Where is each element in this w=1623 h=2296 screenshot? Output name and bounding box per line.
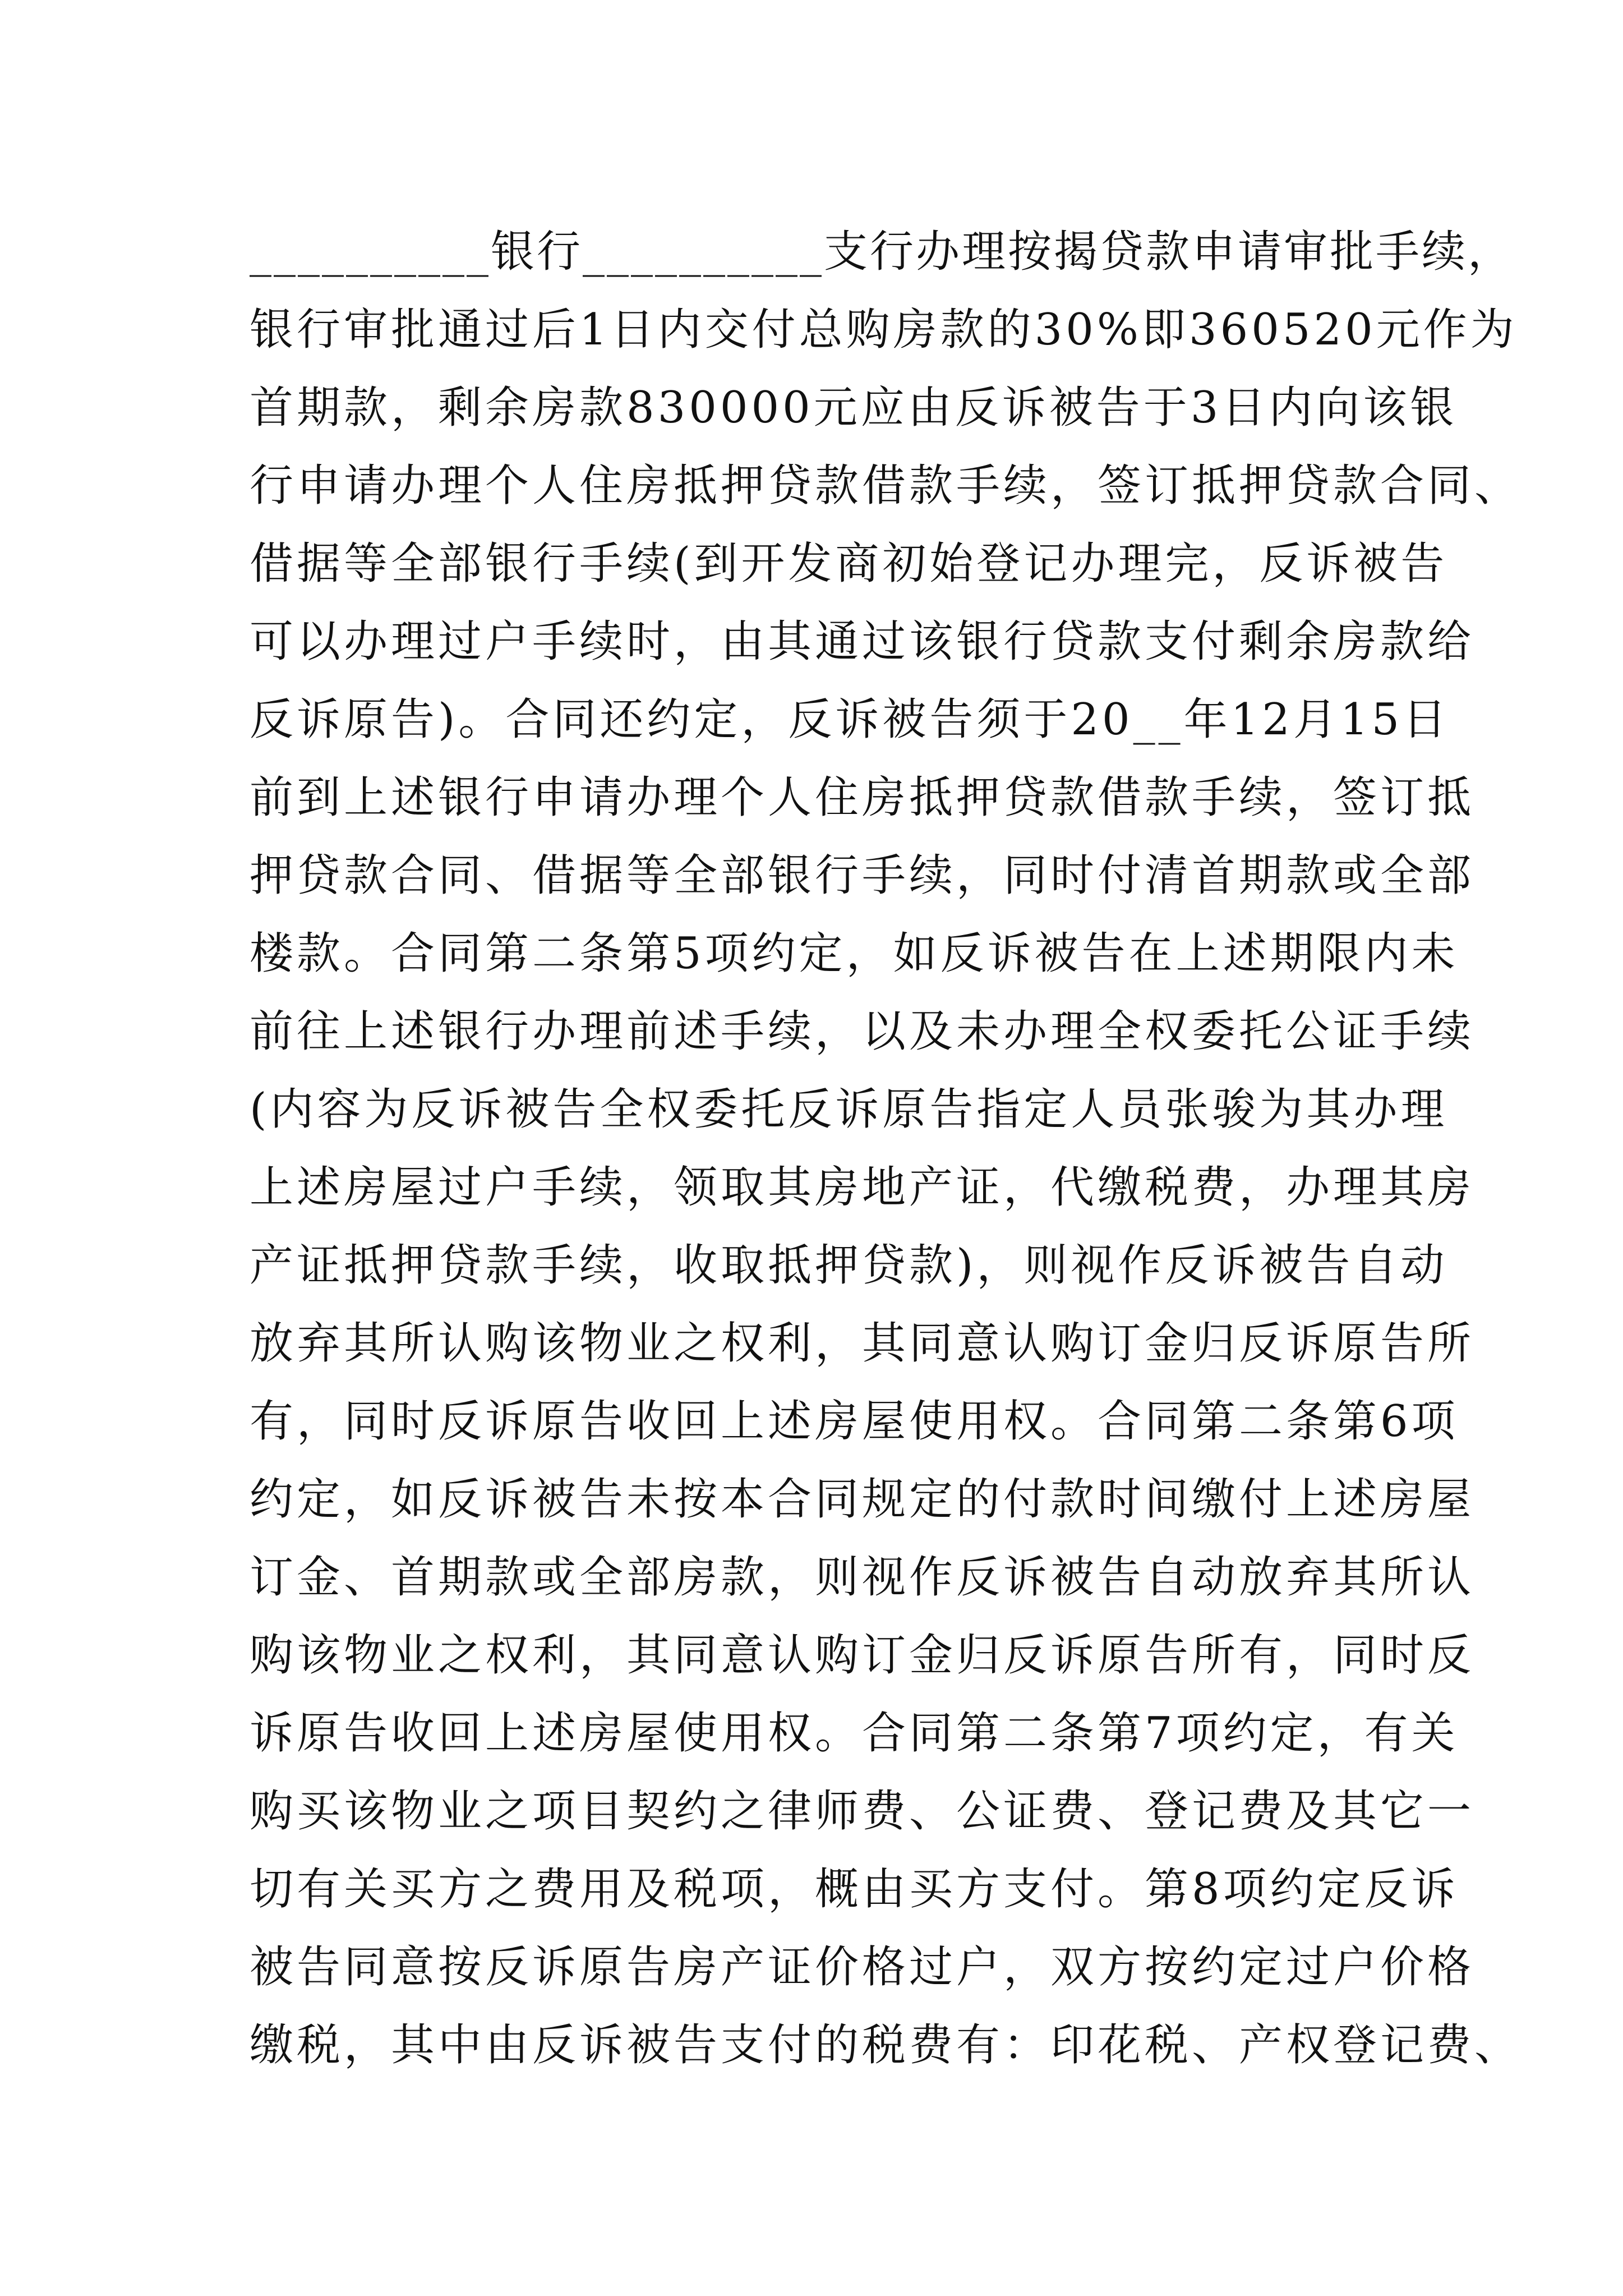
text-line: 上述房屋过户手续，领取其房地产证，代缴税费，办理其房 bbox=[250, 1162, 1475, 1213]
text-line: 银行审批通过后1日内交付总购房款的30%即360520元作为 bbox=[250, 305, 1518, 355]
text-line: 缴税，其中由反诉被告支付的税费有：印花税、产权登记费、 bbox=[250, 2020, 1522, 2070]
text-line: 购该物业之权利，其同意认购订金归反诉原告所有，同时反 bbox=[250, 1630, 1475, 1681]
text-line: 前到上述银行申请办理个人住房抵押贷款借款手续，签订抵 bbox=[250, 772, 1475, 823]
text-line: 首期款，剩余房款830000元应由反诉被告于3日内向该银 bbox=[250, 383, 1458, 433]
text-line: 购买该物业之项目契约之律师费、公证费、登记费及其它一 bbox=[250, 1786, 1475, 1837]
text-line: 前往上述银行办理前述手续，以及未办理全权委托公证手续 bbox=[250, 1006, 1475, 1057]
text-line: (内容为反诉被告全权委托反诉原告指定人员张骏为其办理 bbox=[250, 1084, 1448, 1135]
text-line: 行申请办理个人住房抵押贷款借款手续，签订抵押贷款合同、 bbox=[250, 461, 1522, 511]
text-line: 订金、首期款或全部房款，则视作反诉被告自动放弃其所认 bbox=[250, 1552, 1475, 1603]
text-line: 押贷款合同、借据等全部银行手续，同时付清首期款或全部 bbox=[250, 850, 1475, 901]
text-line: 被告同意按反诉原告房产证价格过户，双方按约定过户价格 bbox=[250, 1942, 1475, 1993]
text-line: 可以办理过户手续时，由其通过该银行贷款支付剩余房款给 bbox=[250, 616, 1475, 667]
text-line: 诉原告收回上述房屋使用权。合同第二条第7项约定，有关 bbox=[250, 1708, 1459, 1759]
text-line: 楼款。合同第二条第5项约定，如反诉被告在上述期限内未 bbox=[250, 928, 1459, 979]
text-line: 借据等全部银行手续(到开发商初始登记办理完，反诉被告 bbox=[250, 539, 1448, 589]
text-line: 放弃其所认购该物业之权利，其同意认购订金归反诉原告所 bbox=[250, 1318, 1475, 1369]
text-line: 切有关买方之费用及税项，概由买方支付。第8项约定反诉 bbox=[250, 1864, 1459, 1915]
text-line: 有，同时反诉原告收回上述房屋使用权。合同第二条第6项 bbox=[250, 1396, 1459, 1447]
text-line: 约定，如反诉被告未按本合同规定的付款时间缴付上述房屋 bbox=[250, 1474, 1475, 1525]
text-line: __________银行__________支行办理按揭贷款申请审批手续， bbox=[250, 227, 1514, 277]
body-text bbox=[250, 213, 1522, 2085]
text-line: 产证抵押贷款手续，收取抵押贷款)，则视作反诉被告自动 bbox=[250, 1240, 1448, 1291]
text-line: 反诉原告)。合同还约定，反诉被告须于20__年12月15日 bbox=[250, 694, 1450, 745]
